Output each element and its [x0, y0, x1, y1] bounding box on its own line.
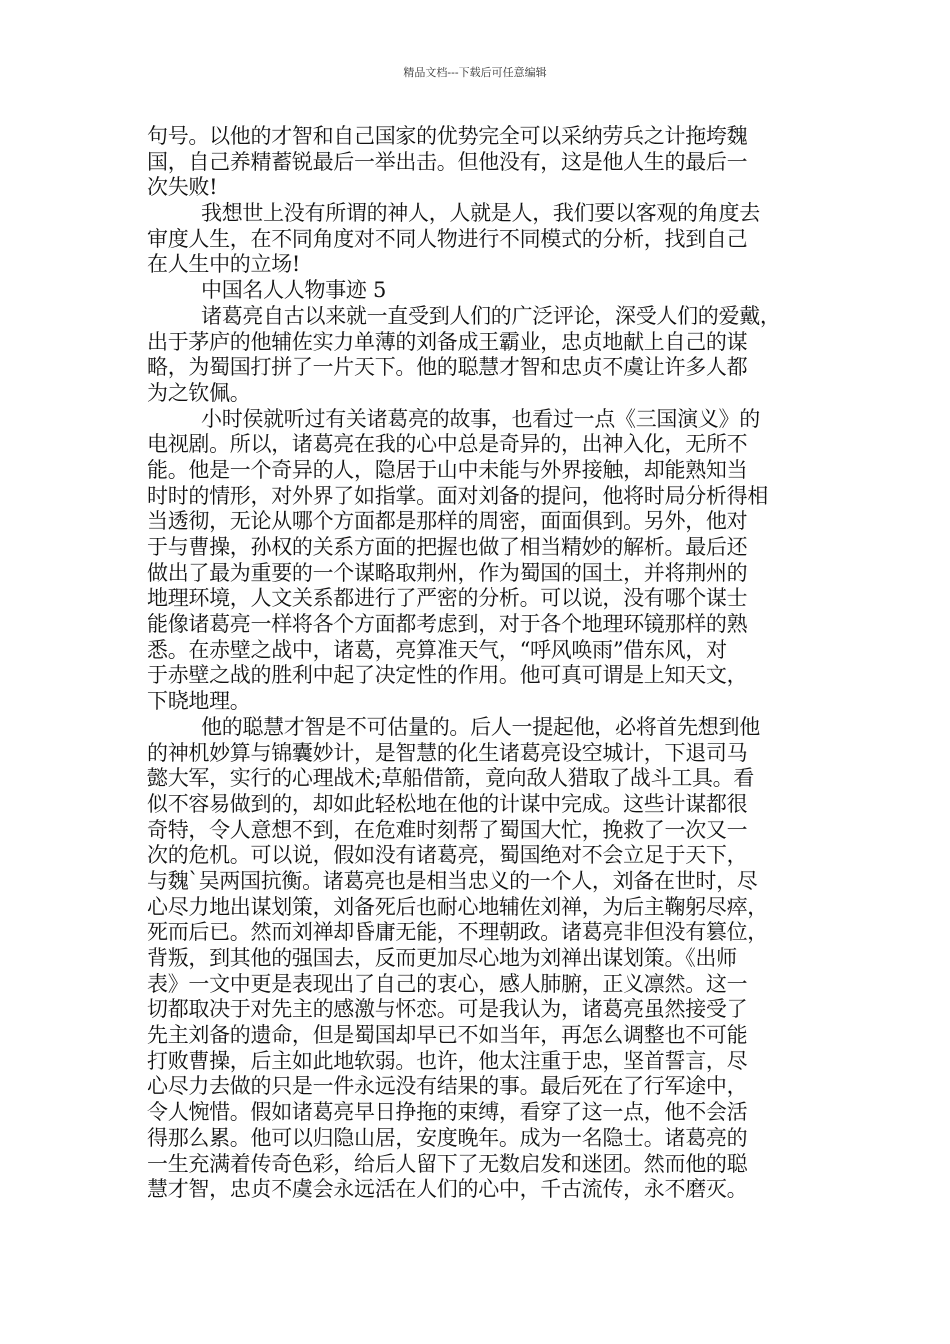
text-line: 做出了最为重要的一个谋略取荆州，作为蜀国的国土，并将荆州的: [147, 560, 748, 585]
text-line: 打败曹操，后主如此地软弱。也许，他太注重于忠，坚首誓言，尽: [147, 1048, 748, 1073]
text-line: 为之钦佩。: [147, 380, 251, 405]
text-line: 略，为蜀国打拼了一片天下。他的聪慧才智和忠贞不虞让许多人都: [147, 355, 748, 380]
text-line: 我想世上没有所谓的神人，人就是人，我们要以客观的角度去: [201, 201, 760, 226]
text-line: 能。他是一个奇异的人，隐居于山中未能与外界接触，却能熟知当: [147, 457, 748, 482]
text-line: 先主刘备的遗命，但是蜀国却早已不如当年，再怎么调整也不可能: [147, 1023, 748, 1048]
text-line: 与魏`吴两国抗衡。诸葛亮也是相当忠义的一个人，刘备在世时，尽: [147, 868, 758, 893]
text-line: 于与曹操，孙权的关系方面的把握也做了相当精妙的解析。最后还: [147, 535, 748, 559]
text-line: 得那么累。他可以归隐山居，安度晚年。成为一名隐士。诸葛亮的: [147, 1125, 748, 1150]
text-line: 表》一文中更是表现出了自己的衷心，感人肺腑，正义凛然。这一: [147, 971, 748, 996]
page-header: 精品文档---下载后可任意编辑: [403, 66, 547, 79]
text-line: 出于茅庐的他辅佐实力单薄的刘备成王霸业，忠贞地献上自己的谋: [147, 329, 748, 354]
text-line: 心尽力去做的只是一件永远没有结果的事。最后死在了行军途中，: [147, 1074, 748, 1099]
text-line: 句号。以他的才智和自己国家的优势完全可以采纳劳兵之计拖垮魏: [147, 124, 748, 148]
text-line: 次失败!: [147, 175, 218, 200]
text-line: 他的聪慧才智是不可估量的。后人一提起他，必将首先想到他: [201, 714, 760, 739]
text-line: 的神机妙算与锦囊妙计，是智慧的化生诸葛亮设空城计，下退司马: [147, 740, 748, 765]
text-line: 于赤壁之战的胜利中起了决定性的作用。他可真可谓是上知天文，: [147, 663, 748, 688]
text-line: 令人惋惜。假如诸葛亮早日挣拖的束缚，看穿了这一点，他不会活: [147, 1100, 748, 1125]
text-line: 诸葛亮自古以来就一直受到人们的广泛评论，深受人们的爱戴，: [201, 303, 781, 328]
text-line: 死而后已。然而刘禅却昏庸无能，不理朝政。诸葛亮非但没有篡位，: [147, 920, 768, 945]
text-line: 当透彻，无论从哪个方面都是那样的周密，面面俱到。另外，他对: [147, 509, 748, 534]
text-line: 能像诸葛亮一样将各个方面都考虑到，对于各个地理环镜那样的熟: [147, 612, 748, 637]
text-line: 地理环境，人文关系都进行了严密的分析。可以说，没有哪个谋士: [147, 586, 748, 611]
text-line: 懿大军，实行的心理战术;草船借箭，竟向敌人猎取了战斗工具。看: [147, 766, 755, 791]
text-line: 背叛，到其他的强国去，反而更加尽心地为刘禅出谋划策。《出师: [147, 946, 737, 970]
text-line: 中国名人人物事迹 5: [201, 278, 387, 303]
text-line: 次的危机。可以说，假如没有诸葛亮，蜀国绝对不会立足于天下，: [147, 843, 748, 868]
text-line: 电视剧。所以，诸葛亮在我的心中总是奇异的，出神入化，无所不: [147, 432, 748, 457]
text-line: 审度人生，在不同角度对不同人物进行不同模式的分析，找到自己: [147, 226, 748, 251]
text-line: 在人生中的立场!: [147, 252, 301, 277]
text-line: 慧才智，忠贞不虞会永远活在人们的心中，千古流传，永不磨灭。: [147, 1177, 748, 1202]
text-line: 国，自己养精蓄锐最后一举出击。但他没有，这是他人生的最后一: [147, 149, 748, 174]
document-body: [147, 124, 817, 1203]
text-line: 小时侯就听过有关诸葛亮的故事，也看过一点《三国演义》的: [201, 406, 760, 431]
text-line: 似不容易做到的，却如此轻松地在他的计谋中完成。这些计谋都很: [147, 791, 748, 816]
text-line: 悉。在赤壁之战中，诸葛，亮算准天气，“呼风唤雨”借东风，对: [147, 637, 727, 662]
text-line: 切都取决于对先主的感激与怀恋。可是我认为，诸葛亮虽然接受了: [147, 997, 748, 1022]
text-line: 心尽力地出谋划策，刘备死后也耐心地辅佐刘禅，为后主鞠躬尽瘁，: [147, 894, 768, 919]
text-line: 一生充满着传奇色彩，给后人留下了无数启发和迷团。然而他的聪: [147, 1151, 748, 1176]
text-line: 下晓地理。: [147, 689, 251, 714]
text-line: 时时的情形，对外界了如指掌。面对刘备的提问，他将时局分析得相: [147, 483, 768, 508]
text-line: 奇特，令人意想不到，在危难时刻帮了蜀国大忙，挽救了一次又一: [147, 817, 748, 842]
